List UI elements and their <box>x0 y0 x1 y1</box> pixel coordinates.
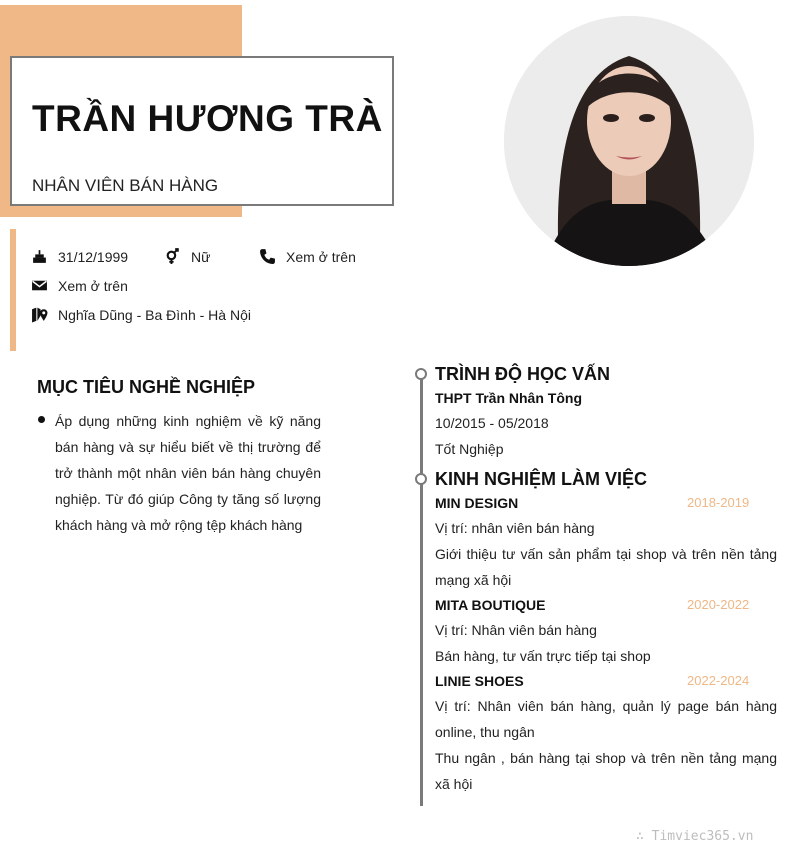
phone-icon <box>259 248 276 265</box>
job-years: 2018-2019 <box>687 495 750 510</box>
education-period: 10/2015 - 05/2018 <box>435 415 549 431</box>
experience-heading: KINH NGHIỆM LÀM VIỆC <box>435 469 648 489</box>
job-role: Vị trí: Nhân viên bán hàng <box>435 622 597 638</box>
email-icon <box>31 277 48 294</box>
objective-heading: MỤC TIÊU NGHỀ NGHIỆP <box>37 377 256 397</box>
timeline-dot-experience <box>415 473 427 485</box>
contact-accent-bar <box>10 229 16 351</box>
map-pin-icon <box>31 306 48 323</box>
address-item <box>31 306 251 323</box>
education-result: Tốt Nghiệp <box>435 441 504 457</box>
full-name: TRẦN HƯƠNG TRÀ <box>32 98 383 139</box>
birthday-item <box>31 248 128 265</box>
profile-photo <box>504 16 754 266</box>
email-value: Xem ở trên <box>58 277 128 294</box>
job-description: Giới thiệu tư vấn sản phẩm tại shop và trên nền tảng mạng xã hội <box>435 546 777 588</box>
education-heading: TRÌNH ĐỘ HỌC VẤN <box>435 364 610 384</box>
email-item <box>31 277 128 294</box>
job-description: Thu ngân , bán hàng tại shop và trên nền tảng mạng xã hội <box>435 750 777 792</box>
watermark <box>636 829 753 844</box>
bullet-dot <box>38 416 45 423</box>
phone-item <box>259 248 356 265</box>
address-value: Nghĩa Dũng - Ba Đình - Hà Nội <box>58 306 251 323</box>
gender-value: Nữ <box>191 248 211 265</box>
watermark-text: Timviec365.vn <box>651 829 754 844</box>
objective-text: Áp dụng những kinh nghiệm về kỹ năng bán hàng và sự hiểu biết về thị trường để trở thành một nhân viên bán hàng chuyên nghiệp. Từ đó giúp Công ty tăng số lượng khách hàng và mở rộng tệp khách hàng <box>55 413 321 533</box>
education-school: THPT Trần Nhân Tông <box>435 390 582 406</box>
timeline-dot-education <box>415 368 427 380</box>
gender-icon <box>164 248 181 265</box>
portrait-illustration <box>504 16 754 266</box>
job-role: Vị trí: Nhân viên bán hàng, quản lý page bán hàng online, thu ngân <box>435 698 777 740</box>
birthday-value: 31/12/1999 <box>58 248 129 265</box>
cake-icon <box>31 248 48 265</box>
job-role: Vị trí: nhân viên bán hàng <box>435 520 595 536</box>
job-years: 2020-2022 <box>687 597 750 612</box>
job-description: Bán hàng, tư vấn trực tiếp tại shop <box>435 648 651 664</box>
job-company: LINIE SHOES <box>435 673 524 689</box>
name-box <box>10 56 394 206</box>
timeline-line <box>420 378 423 806</box>
phone-value: Xem ở trên <box>286 248 356 265</box>
sparkle-icon: ∴ <box>636 829 652 844</box>
job-company: MITA BOUTIQUE <box>435 597 546 613</box>
gender-item <box>164 248 210 265</box>
job-title: NHÂN VIÊN BÁN HÀNG <box>32 176 219 195</box>
job-company: MIN DESIGN <box>435 495 519 511</box>
job-years: 2022-2024 <box>687 673 750 688</box>
